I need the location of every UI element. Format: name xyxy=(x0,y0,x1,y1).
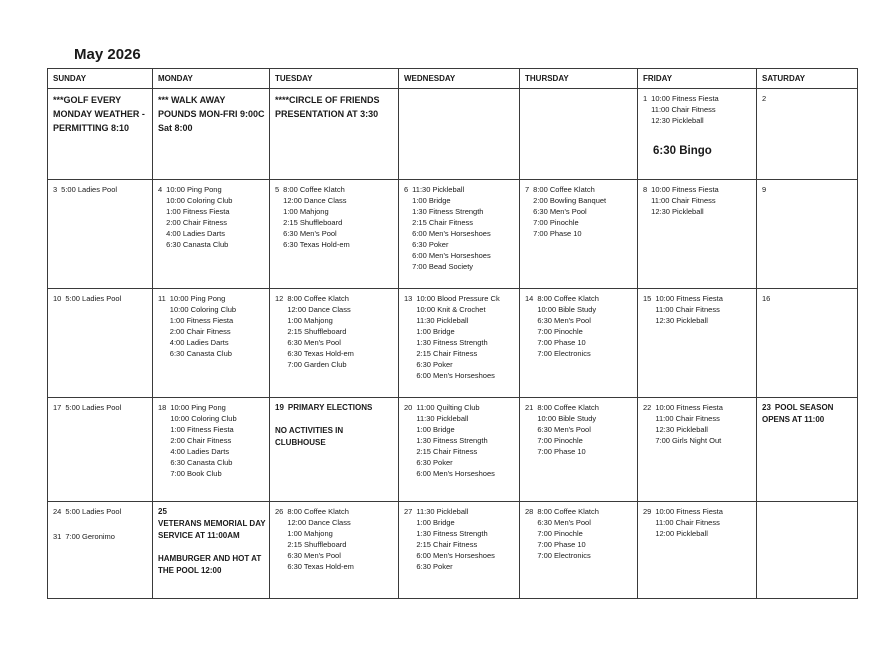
event-line: 7:00 Electronics xyxy=(537,551,591,560)
event-line: 10:00 Fitness Fiesta xyxy=(655,507,723,516)
walk-away-notice: *** WALK AWAY POUNDS MON-FRI 9:00C Sat 8:00 xyxy=(158,95,265,133)
event-line: 7:00 Garden Club xyxy=(287,360,347,369)
event-line: 6:30 Poker xyxy=(416,562,453,571)
event-line: 10:00 Ping Pong xyxy=(170,403,226,412)
event-line: 2:15 Shuffleboard xyxy=(283,218,343,227)
event-line: 12:00 Pickleball xyxy=(655,529,708,538)
day-number: 18 xyxy=(158,403,167,412)
announcement-line: SERVICE AT 11:00AM xyxy=(158,531,240,540)
announcement-line: THE POOL 12:00 xyxy=(158,566,222,575)
event-line: 6:30 Poker xyxy=(412,240,449,249)
event-line: 7:00 Phase 10 xyxy=(537,447,586,456)
event-list xyxy=(655,402,753,446)
event-line: 1:00 Fitness Fiesta xyxy=(169,316,234,325)
event-list xyxy=(166,184,266,250)
day-cell xyxy=(638,398,757,502)
event-list xyxy=(537,293,634,359)
event-list xyxy=(65,293,149,304)
day-number: 24 xyxy=(53,507,62,516)
event-line: 10:00 Fitness Fiesta xyxy=(651,185,719,194)
day-entry xyxy=(53,506,149,517)
day-number: 14 xyxy=(525,294,534,303)
event-line: 11:00 Chair Fitness xyxy=(651,196,716,205)
event-list xyxy=(65,531,149,542)
event-line: 8:00 Coffee Klatch xyxy=(537,403,599,412)
day-number: 5 xyxy=(275,185,280,194)
week-row xyxy=(48,289,858,398)
day-cell xyxy=(399,398,520,502)
day-cell xyxy=(638,89,757,180)
day-cell xyxy=(520,502,638,599)
day-entry xyxy=(53,293,149,304)
event-line: 8:00 Coffee Klatch xyxy=(283,185,345,194)
day-entry xyxy=(53,531,149,542)
event-line: 11:30 Pickleball xyxy=(416,316,469,325)
event-line: 6:30 Men's Pool xyxy=(533,207,587,216)
day-number: 12 xyxy=(275,294,284,303)
event-line: 11:30 Pickleball xyxy=(416,507,469,516)
event-line: 7:00 Bead Society xyxy=(412,262,474,271)
announcement-line: OPENS AT 11:00 xyxy=(762,415,825,424)
day-cell xyxy=(48,502,153,599)
bingo-event: 6:30 Bingo xyxy=(653,145,712,157)
day-entry xyxy=(525,402,634,457)
event-line: 1:00 Bridge xyxy=(416,327,455,336)
event-list xyxy=(655,293,753,326)
event-line: 1:00 Fitness Fiesta xyxy=(170,425,234,434)
day-entry xyxy=(762,402,854,414)
day-entry xyxy=(643,184,753,217)
day-entry xyxy=(53,184,149,195)
event-line: 7:00 Electronics xyxy=(537,349,591,358)
day-cell xyxy=(757,289,858,398)
day-number: 3 xyxy=(53,185,58,194)
day-cell xyxy=(270,89,399,180)
event-line: 6:30 Texas Hold-em xyxy=(283,240,350,249)
event-line: 2:15 Shuffleboard xyxy=(287,327,347,336)
event-line: 5:00 Ladies Pool xyxy=(65,507,122,516)
day-entry xyxy=(643,93,753,126)
day-cell xyxy=(638,502,757,599)
day-cell xyxy=(399,289,520,398)
day-number: 10 xyxy=(53,294,62,303)
day-entry xyxy=(404,402,516,479)
event-line: 6:30 Canasta Club xyxy=(170,458,233,467)
weekday-friday: FRIDAY xyxy=(638,69,757,89)
event-line: 10:00 Ping Pong xyxy=(169,294,226,303)
event-line: 6:30 Men's Pool xyxy=(537,316,591,325)
event-line: 7:00 Phase 10 xyxy=(533,229,582,238)
event-line: 11:00 Chair Fitness xyxy=(655,518,720,527)
event-list xyxy=(655,506,753,539)
event-line: 1:00 Bridge xyxy=(412,196,451,205)
day-number: 31 xyxy=(53,532,62,541)
day-number: 4 xyxy=(158,185,163,194)
day-number: 21 xyxy=(525,403,534,412)
event-line: 6:00 Men's Horseshoes xyxy=(412,229,491,238)
event-line: 10:00 Bible Study xyxy=(537,414,597,423)
day-entry xyxy=(762,293,854,304)
day-number: 16 xyxy=(762,294,771,303)
event-line: 6:30 Poker xyxy=(416,360,453,369)
week-row xyxy=(48,502,858,599)
event-list xyxy=(287,293,395,370)
event-line: 10:00 Ping Pong xyxy=(166,185,222,194)
event-line: 6:30 Men's Pool xyxy=(283,229,337,238)
event-line: 6:30 Men's Pool xyxy=(537,425,591,434)
event-line: 1:30 Fitness Strength xyxy=(416,529,488,538)
event-line: 6:30 Men's Pool xyxy=(537,518,591,527)
event-line: 6:30 Texas Hold-em xyxy=(287,562,354,571)
weekday-saturday: SATURDAY xyxy=(757,69,858,89)
day-entry xyxy=(404,293,516,381)
day-cell-empty xyxy=(399,89,520,180)
event-list xyxy=(537,506,634,561)
event-list xyxy=(65,402,149,413)
event-line: 7:00 Pinochle xyxy=(537,529,583,538)
event-line: 12:30 Pickleball xyxy=(651,207,704,216)
day-cell xyxy=(153,180,270,289)
day-number: 29 xyxy=(643,507,652,516)
day-entry xyxy=(643,506,753,539)
event-line: 11:00 Quilting Club xyxy=(416,403,480,412)
day-cell xyxy=(153,502,270,599)
day-number: 8 xyxy=(643,185,648,194)
day-entry xyxy=(643,293,753,326)
event-line: 2:15 Chair Fitness xyxy=(416,540,478,549)
event-list xyxy=(651,184,753,217)
event-line: 1:00 Bridge xyxy=(416,518,455,527)
day-cell xyxy=(520,398,638,502)
circle-of-friends-notice: ****CIRCLE OF FRIENDS PRESENTATION AT 3:30 xyxy=(275,95,380,119)
event-line: 2:15 Shuffleboard xyxy=(287,540,347,549)
day-number: 19 xyxy=(275,403,284,412)
day-entry xyxy=(643,402,753,446)
day-number: 7 xyxy=(525,185,530,194)
event-list xyxy=(416,506,516,572)
event-line: 12:30 Pickleball xyxy=(655,316,708,325)
event-line: 11:00 Chair Fitness xyxy=(655,414,720,423)
event-line: 6:00 Men's Horseshoes xyxy=(416,469,495,478)
day-entry xyxy=(275,293,395,370)
day-cell xyxy=(757,398,858,502)
announcement-line: CLUBHOUSE xyxy=(275,438,326,447)
day-cell xyxy=(270,398,399,502)
week-row xyxy=(48,180,858,289)
announcement-line: HAMBURGER AND HOT AT xyxy=(158,554,262,563)
event-line: 2:00 Chair Fitness xyxy=(166,218,228,227)
event-list xyxy=(283,184,395,250)
event-line: 1:00 Bridge xyxy=(416,425,455,434)
spacer xyxy=(275,414,395,425)
week-row xyxy=(48,398,858,502)
event-line: 1:00 Mahjong xyxy=(283,207,329,216)
day-cell xyxy=(153,89,270,180)
day-cell-empty xyxy=(520,89,638,180)
event-line: 1:30 Fitness Strength xyxy=(416,338,488,347)
day-entry xyxy=(404,506,516,572)
day-cell xyxy=(638,289,757,398)
day-cell xyxy=(48,398,153,502)
day-cell xyxy=(48,289,153,398)
day-cell xyxy=(638,180,757,289)
event-line: 6:30 Texas Hold-em xyxy=(287,349,354,358)
event-list xyxy=(416,293,516,381)
weekday-thursday: THURSDAY xyxy=(520,69,638,89)
day-number: 17 xyxy=(53,403,62,412)
day-entry xyxy=(762,184,854,195)
event-line: 7:00 Pinochle xyxy=(537,327,583,336)
day-entry xyxy=(762,93,854,104)
event-line: 11:30 Pickleball xyxy=(416,414,469,423)
weekday-header-row xyxy=(48,69,858,89)
event-line: 10:00 Fitness Fiesta xyxy=(651,94,719,103)
event-list xyxy=(651,93,753,126)
event-line: 10:00 Coloring Club xyxy=(166,196,233,205)
event-line: 10:00 Knit & Crochet xyxy=(416,305,486,314)
event-line: 11:30 Pickleball xyxy=(412,185,465,194)
day-heading: POOL SEASON xyxy=(774,403,834,412)
event-line: 11:00 Chair Fitness xyxy=(651,105,716,114)
event-list xyxy=(533,184,634,239)
event-line: 6:30 Poker xyxy=(416,458,453,467)
event-list xyxy=(61,184,149,195)
day-number: 22 xyxy=(643,403,652,412)
event-line: 12:30 Pickleball xyxy=(651,116,704,125)
announcement-line: NO ACTIVITIES IN xyxy=(275,426,344,435)
golf-notice: ***GOLF EVERY MONDAY WEATHER - PERMITTING 8:10 xyxy=(53,95,145,133)
day-number: 20 xyxy=(404,403,413,412)
event-line: 2:00 Bowling Banquet xyxy=(533,196,607,205)
event-list xyxy=(287,506,395,572)
event-line: 1:30 Fitness Strength xyxy=(412,207,484,216)
day-number: 25 xyxy=(158,507,167,516)
day-number: 9 xyxy=(762,185,767,194)
event-line: 1:00 Mahjong xyxy=(287,529,333,538)
week-row xyxy=(48,89,858,180)
day-number: 2 xyxy=(762,94,767,103)
day-heading: PRIMARY ELECTIONS xyxy=(287,403,373,412)
weekday-wednesday: WEDNESDAY xyxy=(399,69,520,89)
spacer xyxy=(53,517,149,531)
event-line: 6:30 Canasta Club xyxy=(166,240,229,249)
event-line: 5:00 Ladies Pool xyxy=(61,185,118,194)
day-cell xyxy=(270,289,399,398)
day-entry xyxy=(275,184,395,250)
event-line: 10:00 Coloring Club xyxy=(169,305,237,314)
event-list xyxy=(170,402,266,479)
day-entry xyxy=(158,293,266,359)
page-title: May 2026 xyxy=(74,46,141,63)
event-line: 2:00 Chair Fitness xyxy=(170,436,232,445)
day-cell xyxy=(270,180,399,289)
day-number: 26 xyxy=(275,507,284,516)
day-number: 11 xyxy=(158,294,166,303)
event-line: 10:00 Fitness Fiesta xyxy=(655,403,723,412)
day-cell xyxy=(520,289,638,398)
day-cell xyxy=(153,289,270,398)
event-line: 7:00 Pinochle xyxy=(537,436,583,445)
day-cell xyxy=(399,502,520,599)
weekday-tuesday: TUESDAY xyxy=(270,69,399,89)
event-line: 5:00 Ladies Pool xyxy=(65,294,122,303)
event-line: 6:00 Men's Horseshoes xyxy=(412,251,491,260)
event-list xyxy=(537,402,634,457)
event-line: 1:30 Fitness Strength xyxy=(416,436,488,445)
event-line: 2:00 Chair Fitness xyxy=(169,327,231,336)
event-line: 8:00 Coffee Klatch xyxy=(533,185,595,194)
day-cell xyxy=(153,398,270,502)
event-line: 12:30 Pickleball xyxy=(655,425,708,434)
weekday-monday: MONDAY xyxy=(153,69,270,89)
event-line: 7:00 Geronimo xyxy=(65,532,115,541)
event-line: 7:00 Book Club xyxy=(170,469,222,478)
event-line: 12:00 Dance Class xyxy=(283,196,347,205)
day-number: 15 xyxy=(643,294,652,303)
day-entry xyxy=(158,402,266,479)
day-entry xyxy=(525,184,634,239)
event-line: 7:00 Phase 10 xyxy=(537,540,586,549)
event-line: 8:00 Coffee Klatch xyxy=(537,507,599,516)
event-line: 10:00 Blood Pressure Ck xyxy=(416,294,500,303)
day-number: 13 xyxy=(404,294,413,303)
event-line: 6:00 Men's Horseshoes xyxy=(416,371,495,380)
event-line: 5:00 Ladies Pool xyxy=(65,403,122,412)
event-list xyxy=(416,402,516,479)
day-cell xyxy=(757,89,858,180)
event-line: 7:00 Pinochle xyxy=(533,218,579,227)
event-line: 6:00 Men's Horseshoes xyxy=(416,551,495,560)
event-line: 7:00 Girls Night Out xyxy=(655,436,722,445)
day-cell xyxy=(48,89,153,180)
event-line: 11:00 Chair Fitness xyxy=(655,305,720,314)
event-line: 2:15 Chair Fitness xyxy=(416,349,478,358)
day-number: 23 xyxy=(762,403,771,412)
announcement-line: VETERANS MEMORIAL DAY xyxy=(158,519,266,528)
day-entry xyxy=(53,402,149,413)
day-entry xyxy=(525,293,634,359)
event-line: 8:00 Coffee Klatch xyxy=(537,294,599,303)
event-line: 7:00 Phase 10 xyxy=(537,338,586,347)
day-number: 6 xyxy=(404,185,409,194)
event-line: 10:00 Bible Study xyxy=(537,305,597,314)
event-line: 6:30 Men's Pool xyxy=(287,338,341,347)
event-list xyxy=(412,184,516,272)
day-cell xyxy=(48,180,153,289)
day-entry xyxy=(525,506,634,561)
event-list xyxy=(170,293,266,359)
day-entry xyxy=(275,402,395,414)
day-cell xyxy=(520,180,638,289)
day-number: 27 xyxy=(404,507,413,516)
event-line: 10:00 Fitness Fiesta xyxy=(655,294,723,303)
event-line: 2:15 Chair Fitness xyxy=(412,218,474,227)
day-cell xyxy=(757,180,858,289)
day-entry xyxy=(404,184,516,272)
day-cell xyxy=(399,180,520,289)
event-line: 4:00 Ladies Darts xyxy=(169,338,229,347)
day-entry xyxy=(158,184,266,250)
event-line: 12:00 Dance Class xyxy=(287,305,351,314)
event-line: 4:00 Ladies Darts xyxy=(170,447,230,456)
calendar-grid xyxy=(47,68,858,599)
event-line: 10:00 Coloring Club xyxy=(170,414,237,423)
event-line: 1:00 Mahjong xyxy=(287,316,333,325)
event-line: 8:00 Coffee Klatch xyxy=(287,507,349,516)
day-cell-empty xyxy=(757,502,858,599)
event-list xyxy=(65,506,149,517)
event-line: 6:30 Canasta Club xyxy=(169,349,232,358)
event-line: 8:00 Coffee Klatch xyxy=(287,294,349,303)
weekday-sunday: SUNDAY xyxy=(48,69,153,89)
event-line: 2:15 Chair Fitness xyxy=(416,447,478,456)
spacer xyxy=(158,542,266,553)
day-cell xyxy=(270,502,399,599)
event-line: 1:00 Fitness Fiesta xyxy=(166,207,230,216)
event-line: 4:00 Ladies Darts xyxy=(166,229,225,238)
event-line: 12:00 Dance Class xyxy=(287,518,351,527)
day-number: 1 xyxy=(643,94,648,103)
day-entry xyxy=(275,506,395,572)
event-line: 6:30 Men's Pool xyxy=(287,551,341,560)
day-number: 28 xyxy=(525,507,534,516)
